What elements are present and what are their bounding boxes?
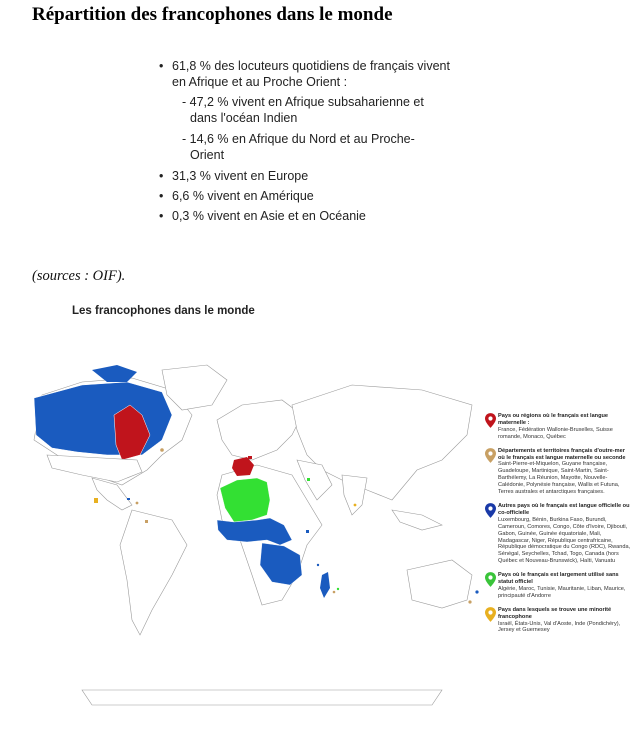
- legend-official-body: Luxembourg, Bénin, Burkina Faso, Burundi, Cameroun, Comores, Congo, Côte d'Ivoire, Djibouti, Gabon, Guinée, Guinée équatoriale, Mali, Madagascar, Niger, République centrafricaine, République démocratique du Congo (RDC), Rwanda, Sénégal, Seychelles, Tchad, Togo, Canada (hors Québec et Nouveau-Brunswick), Haïti, Vanuatu: [498, 516, 631, 565]
- region-comoros: [317, 564, 319, 566]
- region-antilles: [136, 502, 139, 505]
- bullet-america: • 6,6 % vivent en Amérique: [157, 188, 457, 204]
- region-saint-pierre: [160, 448, 164, 452]
- legend-overseas: [483, 448, 633, 496]
- map-pin-green-icon: [485, 572, 496, 587]
- legend-native-title: Pays ou régions où le français est langue maternelle :: [498, 413, 609, 426]
- legend-minority: [483, 607, 633, 635]
- legend-native-body: France, Fédération Wallonie-Bruxelles, Suisse romande, Monaco, Québec: [498, 426, 613, 440]
- legend-official: [483, 503, 633, 565]
- map-pin-tan-icon: [485, 448, 496, 463]
- sources-note: (sources : OIF).: [32, 268, 126, 284]
- map-pin-red-icon: [485, 413, 496, 428]
- legend-minority-title: Pays dans lesquels se trouve une minorité francophone: [498, 606, 612, 620]
- map-pin-yellow-icon: [485, 607, 496, 622]
- bullet-africa: • 61,8 % des locuteurs quotidiens de français vivent en Afrique et au Proche Orient :: [157, 58, 457, 90]
- sub-bullet-subsaharan: - 47,2 % vivent en Afrique subsaharienne et dans l'océan Indien: [182, 95, 424, 125]
- map-title: Les francophones dans le monde: [72, 305, 255, 317]
- map-legend: [483, 413, 633, 641]
- legend-overseas-title: Départements et territoires français d'outre-mer où le français est langue maternelle ou seconde: [498, 447, 626, 461]
- region-nouvelle-caledonie: [468, 600, 471, 603]
- legend-widely-used: [483, 572, 633, 600]
- region-pondichery: [354, 504, 357, 507]
- legend-official-title: Autres pays où le français est langue officielle ou co-officielle: [498, 502, 630, 516]
- region-haiti: [127, 498, 130, 500]
- map-pin-blue-icon: [485, 503, 496, 518]
- statistics-list: [157, 58, 457, 228]
- region-louisiana: [94, 498, 98, 503]
- region-reunion: [333, 591, 336, 594]
- page-title: Répartition des francophones dans le monde: [32, 4, 393, 25]
- world-map: [22, 360, 492, 715]
- legend-overseas-body: Saint-Pierre-et-Miquelon, Guyane française, Guadeloupe, Martinique, Saint-Martin, Saint-Barthélemy, La Réunion, Mayotte, Nouvelle-Calédonie, Polynésie française, Wallis et Futuna, Terres australes et antarctiques françaises.: [498, 461, 620, 496]
- region-vanuatu: [475, 590, 478, 593]
- region-guyane: [145, 520, 148, 523]
- region-madagascar: [320, 572, 330, 598]
- region-belgium-switzerland: [248, 456, 252, 459]
- sub-bullet-north-africa: - 14,6 % en Afrique du Nord et au Proche-Orient: [182, 132, 415, 162]
- region-canada: [34, 382, 172, 455]
- bullet-asia-oceania: • 0,3 % vivent en Asie et en Océanie: [157, 208, 457, 224]
- legend-widely-used-title: Pays où le français est largement utilisé sans statut officiel: [498, 572, 619, 586]
- legend-native: [483, 413, 633, 441]
- legend-widely-used-body: Algérie, Maroc, Tunisie, Mauritanie, Liban, Maurice, principauté d'Andorre: [498, 585, 626, 599]
- region-djibouti: [306, 530, 309, 533]
- bullet-europe: • 31,3 % vivent en Europe: [157, 168, 457, 184]
- legend-minority-body: Israël, États-Unis, Val d'Aoste, Inde (Pondichéry), Jersey et Guernesey: [498, 620, 621, 634]
- region-lebanon: [307, 478, 310, 481]
- region-maurice: [337, 588, 339, 590]
